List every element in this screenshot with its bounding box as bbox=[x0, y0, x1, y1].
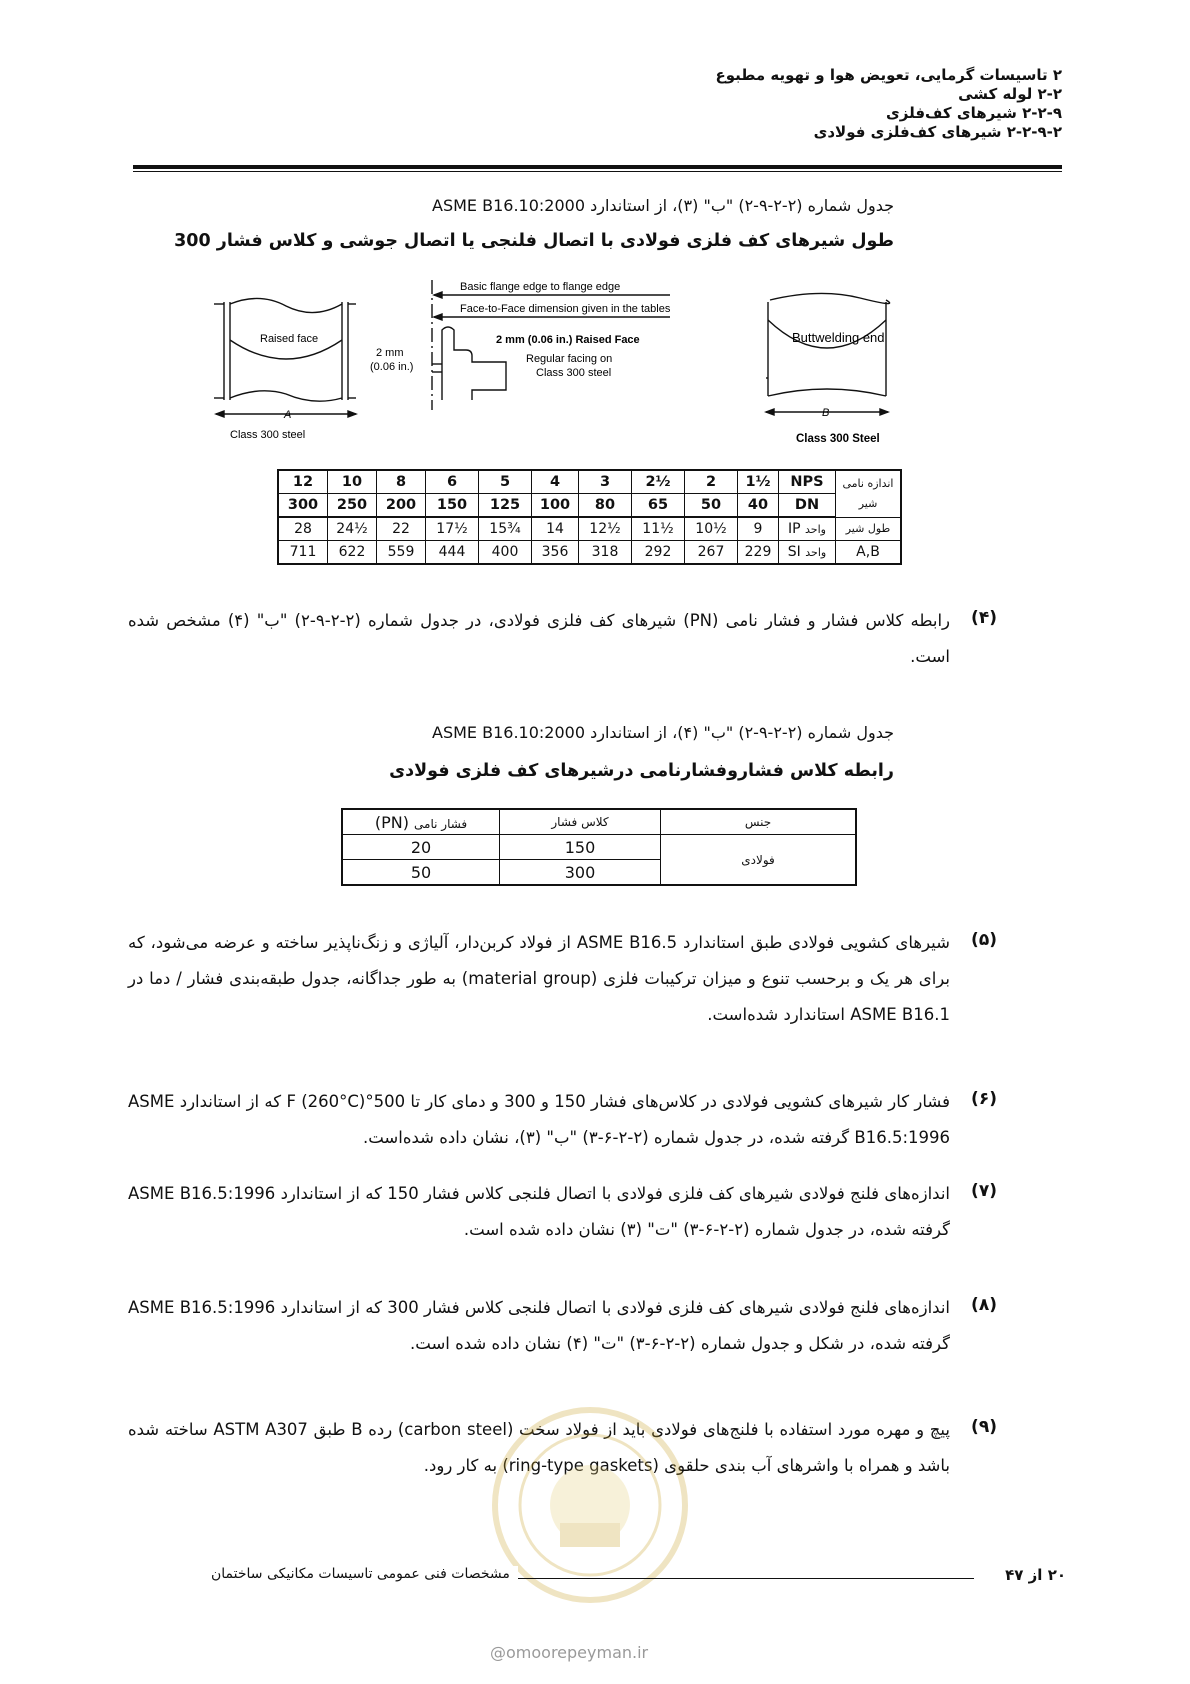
header-line-1: ۲ تاسیسات گرمایی، تعویض هوا و تهویه مطبوع bbox=[715, 66, 1062, 84]
class300-steel-left-label: Class 300 steel bbox=[230, 429, 306, 441]
si-cell: 267 bbox=[685, 541, 738, 565]
nps-cell: 4 bbox=[532, 470, 579, 494]
page-number: ۲۰ از ۴۷ bbox=[999, 1566, 1072, 1584]
para7-number: (۷) bbox=[971, 1181, 997, 1201]
raised-face-label: Raised face bbox=[260, 333, 319, 345]
nominal-size-header: اندازه نامی شیر bbox=[836, 470, 902, 517]
dn-cell: 200 bbox=[377, 494, 426, 518]
unit-word: واحد bbox=[805, 523, 826, 536]
pressure-class-table bbox=[341, 808, 857, 886]
nps-cell: 8 bbox=[377, 470, 426, 494]
pn-cell: 20 bbox=[342, 835, 500, 860]
para4-text: رابطه کلاس فشار و فشار نامی (PN) شیرهای کف فلزی فولادی، در جدول شماره (۲-۲-۹-۲) "ب" (۴) مشخص شده است. bbox=[128, 611, 951, 666]
material-header: جنس bbox=[661, 809, 857, 835]
ip-unit-cell bbox=[779, 517, 836, 541]
ip-cell: 15¾ bbox=[479, 517, 532, 541]
dimension-b-label: B bbox=[822, 407, 830, 419]
ip-cell: 9 bbox=[738, 517, 779, 541]
header-rule-thin bbox=[133, 171, 1062, 172]
si-cell: 559 bbox=[377, 541, 426, 565]
unit-word: واحد bbox=[805, 546, 827, 559]
si-label: SI bbox=[787, 544, 801, 560]
basic-flange-label: Basic flange edge to flange edge bbox=[460, 281, 621, 293]
ip-cell: 14 bbox=[532, 517, 579, 541]
pn-header bbox=[342, 809, 500, 835]
dn-cell: 250 bbox=[328, 494, 377, 518]
header-line-3: ۲-۲-۹ شیرهای کف‌فلزی bbox=[886, 104, 1062, 122]
nps-cell: 1½ bbox=[738, 470, 779, 494]
para9-number: (۹) bbox=[971, 1417, 997, 1437]
pn-header-label: فشار نامی bbox=[414, 816, 468, 831]
para5-number: (۵) bbox=[971, 930, 997, 950]
table1-title: طول شیرهای کف فلزی فولادی با اتصال فلنجی یا اتصال جوشی و کلاس فشار 300 bbox=[174, 231, 894, 251]
ip-cell: 22 bbox=[377, 517, 426, 541]
length-ab-header: A,B bbox=[836, 541, 902, 565]
para9-text: پیچ و مهره مورد استفاده با فلنج‌های فولادی باید از فولاد سخت (carbon steel) رده B طبق ASTM A307 ساخته شده باشد و همراه با واشرهای آب بندی حلقوی (ring-type gaskets) به کار رود. bbox=[128, 1420, 951, 1475]
table2-title: رابطه کلاس فشاروفشارنامی درشیرهای کف فلزی فولادی bbox=[389, 761, 894, 781]
inch-label: (0.06 in.) bbox=[370, 361, 414, 373]
si-cell: 622 bbox=[328, 541, 377, 565]
source-watermark: @omoorepeyman.ir bbox=[490, 1643, 649, 1662]
si-unit-cell bbox=[779, 541, 836, 565]
ip-cell: 28 bbox=[278, 517, 328, 541]
dimension-a-label: A bbox=[284, 409, 292, 421]
pn-cell: 50 bbox=[342, 860, 500, 886]
regular-facing-label: Regular facing on bbox=[526, 353, 613, 365]
nps-cell: 12 bbox=[278, 470, 328, 494]
dn-cell: 65 bbox=[632, 494, 685, 518]
nps-cell: 2 bbox=[685, 470, 738, 494]
valve-length-table bbox=[277, 469, 902, 565]
dn-cell: 40 bbox=[738, 494, 779, 518]
si-cell: 444 bbox=[426, 541, 479, 565]
ip-label: IP bbox=[788, 521, 801, 537]
regular-facing-class-label: Class 300 steel bbox=[536, 367, 612, 379]
material-cell: فولادی bbox=[661, 835, 857, 886]
si-cell: 292 bbox=[632, 541, 685, 565]
ip-cell: 10½ bbox=[685, 517, 738, 541]
para8-text: اندازه‌های فلنج فولادی شیرهای کف فلزی فولادی با اتصال فلنجی کلاس فشار 300 که از استاندارد ASME B16.5:1996 گرفته شده، در شکل و جدول شماره (۲-۲-۶-۳) "ت" (۴) نشان داده شده است. bbox=[128, 1298, 950, 1353]
dn-cell: 80 bbox=[579, 494, 632, 518]
class-header: کلاس فشار bbox=[500, 809, 661, 835]
nps-header: NPS bbox=[779, 470, 836, 494]
raised-face-2mm-label: 2 mm (0.06 in.) Raised Face bbox=[496, 334, 640, 346]
si-cell: 318 bbox=[579, 541, 632, 565]
face-to-face-label: Face-to-Face dimension given in the tables bbox=[460, 303, 671, 315]
footer-rule bbox=[454, 1578, 974, 1579]
nps-cell: 2½ bbox=[632, 470, 685, 494]
para6-text: فشار کار شیرهای کشویی فولادی در کلاس‌های فشار 150 و 300 و دمای کار تا 500°F (260°C) که از استاندارد ASME B16.5:1996 گرفته شده، در جدول شماره (۲-۲-۶-۳) "ب" (۳)، نشان داده شده‌است. bbox=[128, 1092, 950, 1147]
si-cell: 356 bbox=[532, 541, 579, 565]
ip-cell: 17½ bbox=[426, 517, 479, 541]
class-cell: 300 bbox=[500, 860, 661, 886]
si-cell: 400 bbox=[479, 541, 532, 565]
table2-caption: جدول شماره (۲-۲-۹-۲) "ب" (۴)، از استاندارد ASME B16.10:2000 bbox=[432, 723, 894, 742]
class-cell: 150 bbox=[500, 835, 661, 860]
dn-cell: 300 bbox=[278, 494, 328, 518]
seal-watermark bbox=[490, 1405, 690, 1605]
si-cell: 711 bbox=[278, 541, 328, 565]
header-line-4: ۲-۲-۹-۲ شیرهای کف‌فلزی فولادی bbox=[813, 123, 1062, 141]
footer-title: مشخصات فنی عمومی تاسیسات مکانیکی ساختمان bbox=[203, 1566, 518, 1582]
ip-cell: 11½ bbox=[632, 517, 685, 541]
para8-number: (۸) bbox=[971, 1295, 997, 1315]
para4-number: (۴) bbox=[971, 608, 997, 628]
header-line-2: ۲-۲ لوله کشی bbox=[958, 85, 1062, 103]
dn-cell: 125 bbox=[479, 494, 532, 518]
nps-cell: 6 bbox=[426, 470, 479, 494]
length-header: طول شیر bbox=[836, 517, 902, 541]
document-header bbox=[362, 66, 1062, 142]
nps-cell: 5 bbox=[479, 470, 532, 494]
nps-cell: 10 bbox=[328, 470, 377, 494]
si-cell: 229 bbox=[738, 541, 779, 565]
ip-cell: 12½ bbox=[579, 517, 632, 541]
buttwelding-end-label: Buttwelding end bbox=[792, 330, 885, 345]
header-rule-thick bbox=[133, 165, 1062, 169]
para6-number: (۶) bbox=[971, 1089, 997, 1109]
dn-cell: 150 bbox=[426, 494, 479, 518]
mm-label: 2 mm bbox=[376, 347, 404, 359]
table1-caption: جدول شماره (۲-۲-۹-۲) "ب" (۳)، از استاندارد ASME B16.10:2000 bbox=[432, 196, 894, 215]
dn-header: DN bbox=[779, 494, 836, 518]
para7-text: اندازه‌های فلنج فولادی شیرهای کف فلزی فولادی با اتصال فلنجی کلاس فشار 150 که از استاندارد ASME B16.5:1996 گرفته شده، در جدول شماره (۲-۲-۶-۳) "ت" (۳) نشان داده شده است. bbox=[128, 1184, 950, 1239]
dn-cell: 50 bbox=[685, 494, 738, 518]
para5-text: شیرهای کشویی فولادی طبق استاندارد ASME B16.5 از فولاد کربن‌دار، آلیاژی و زنگ‌ناپذیر ساخته و عرضه می‌شود، که برای هر یک و برحسب تنوع و میزان ترکیبات فلزی (material group) به طور جداگانه، جدول طبقه‌بندی فشار / دما در ASME B16.1 استاندارد شده‌است. bbox=[128, 933, 950, 1024]
ip-cell: 24½ bbox=[328, 517, 377, 541]
class300-steel-right-label: Class 300 Steel bbox=[796, 433, 880, 445]
valve-dimension-figure bbox=[210, 281, 970, 450]
nps-cell: 3 bbox=[579, 470, 632, 494]
pn-header-abbr: (PN) bbox=[374, 812, 409, 832]
dn-cell: 100 bbox=[532, 494, 579, 518]
